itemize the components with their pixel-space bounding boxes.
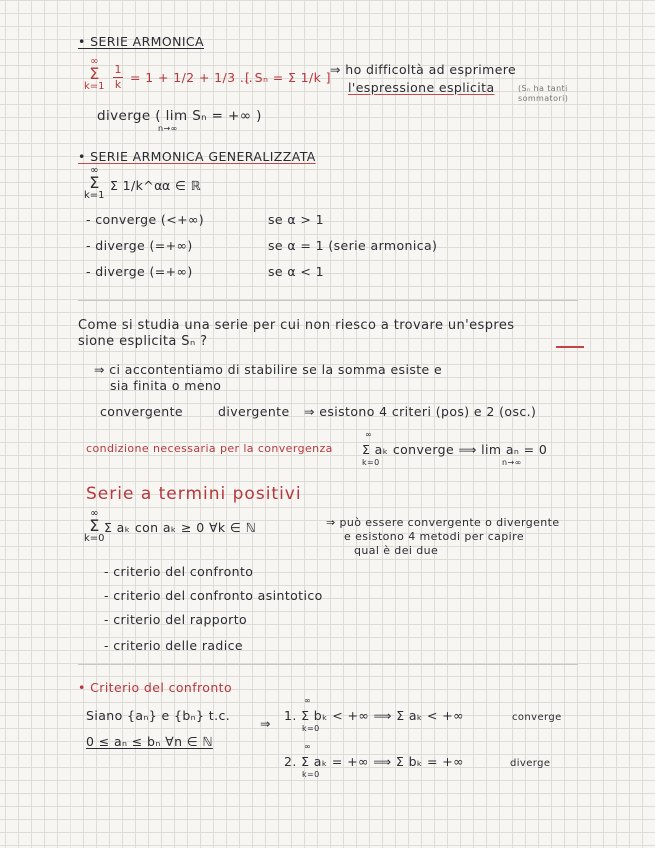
case2-tag: diverge bbox=[510, 758, 551, 769]
sum-lower: k=1 bbox=[84, 81, 105, 92]
row-diverge1-cond: se α = 1 (serie armonica) bbox=[268, 238, 438, 253]
case2-formula: 2. Σ aₖ = +∞ ⟹ Σ bₖ = +∞ bbox=[284, 754, 464, 769]
condizione-necessaria: condizione necessaria per la convergenza bbox=[86, 442, 333, 455]
confronto-line1: Siano {aₙ} e {bₙ} t.c. bbox=[86, 708, 231, 723]
case2-upper: ∞ bbox=[304, 742, 312, 751]
case2-lower: k=0 bbox=[302, 770, 320, 779]
confronto-implies: ⇒ bbox=[260, 716, 271, 731]
case1-tag: converge bbox=[512, 712, 562, 723]
row-converge-cond: se α > 1 bbox=[268, 212, 324, 227]
positive-series-def: Σ aₖ con aₖ ≥ 0 ∀k ∈ ℕ bbox=[104, 520, 257, 535]
partial-sum-formula: [ Sₙ = Σ 1/k ] bbox=[245, 70, 331, 85]
sigma-symbol: Σ bbox=[89, 173, 100, 192]
positive-note-line2: e esistono 4 metodi per capire bbox=[344, 530, 524, 543]
divider-2 bbox=[78, 664, 578, 665]
confronto-line2: 0 ≤ aₙ ≤ bₙ ∀n ∈ ℕ bbox=[86, 734, 213, 749]
case1-formula: 1. Σ bₖ < +∞ ⟹ Σ aₖ < +∞ bbox=[284, 708, 464, 723]
note-small: (Sₙ ha tanti sommatori) bbox=[518, 84, 569, 103]
row-diverge2-cond: se α < 1 bbox=[268, 264, 324, 279]
harmonic-expansion: = 1 + 1/2 + 1/3 ... bbox=[130, 70, 253, 85]
cond-sum-lower: k=0 bbox=[362, 458, 380, 467]
criterion-4: - criterio delle radice bbox=[104, 638, 243, 653]
cond-sum-upper: ∞ bbox=[365, 430, 373, 439]
sigma-symbol: Σ bbox=[89, 64, 100, 83]
generalized-term: Σ 1/k^α bbox=[110, 178, 163, 193]
positive-note-line3: qual è dei due bbox=[354, 544, 439, 557]
case1-lower: k=0 bbox=[302, 724, 320, 733]
section-title-termini-positivi: Serie a termini positivi bbox=[86, 484, 302, 504]
positive-note-line1: ⇒ può essere convergente o divergente bbox=[326, 516, 560, 529]
label-divergente: divergente bbox=[218, 404, 290, 419]
criterion-1: - criterio del confronto bbox=[104, 564, 254, 579]
fraction-1-over-k: 1 k bbox=[114, 63, 122, 91]
section-title-criterio-confronto: • Criterio del confronto bbox=[78, 680, 233, 695]
alpha-domain: α ∈ ℝ bbox=[162, 178, 201, 193]
row-diverge2-label: - diverge (=+∞) bbox=[86, 264, 193, 279]
sum-upper: ∞ bbox=[90, 508, 99, 519]
sum-upper: ∞ bbox=[90, 56, 99, 67]
answer-line1: ⇒ ci accontentiamo di stabilire se la somma esiste e bbox=[94, 362, 443, 377]
section-title-generalizzata: • SERIE ARMONICA GENERALIZZATA bbox=[78, 149, 316, 164]
sum-lower: k=1 bbox=[84, 190, 105, 201]
condizione-formula: Σ aₖ converge ⟹ lim aₙ = 0 bbox=[362, 442, 548, 457]
row-converge-label: - converge (<+∞) bbox=[86, 212, 205, 227]
divider-1 bbox=[78, 300, 578, 301]
question-line2: sione esplicita Sₙ ? bbox=[78, 334, 208, 349]
cond-lim-subscript: n→∞ bbox=[502, 458, 522, 467]
criterion-2: - criterio del confronto asintotico bbox=[104, 588, 323, 603]
lim-subscript-1: n→∞ bbox=[158, 124, 178, 133]
diverge-statement: diverge ( lim Sₙ = +∞ ) bbox=[97, 108, 262, 124]
sum-lower: k=0 bbox=[84, 533, 105, 544]
red-dash-mark bbox=[556, 346, 584, 348]
section-title-serie-armonica: • SERIE ARMONICA bbox=[78, 34, 204, 49]
note-difficulty-line2: l'espressione esplicita bbox=[348, 80, 495, 95]
sum-limits-1 bbox=[84, 56, 105, 92]
criteri-count: ⇒ esistono 4 criteri (pos) e 2 (osc.) bbox=[304, 404, 537, 419]
sigma-symbol: Σ bbox=[89, 516, 100, 535]
question-line1: Come si studia una serie per cui non riesco a trovare un'espres bbox=[78, 318, 515, 333]
sum-limits-2 bbox=[84, 165, 105, 201]
criterion-3: - criterio del rapporto bbox=[104, 612, 248, 627]
label-convergente: convergente bbox=[100, 404, 183, 419]
note-difficulty-line1: ⇒ ho difficoltà ad esprimere bbox=[330, 62, 517, 77]
sum-upper: ∞ bbox=[90, 165, 99, 176]
case1-upper: ∞ bbox=[304, 696, 312, 705]
sum-limits-4 bbox=[84, 508, 105, 544]
margin-line bbox=[70, 0, 71, 848]
row-diverge1-label: - diverge (=+∞) bbox=[86, 238, 193, 253]
answer-line2: sia finita o meno bbox=[110, 378, 222, 393]
